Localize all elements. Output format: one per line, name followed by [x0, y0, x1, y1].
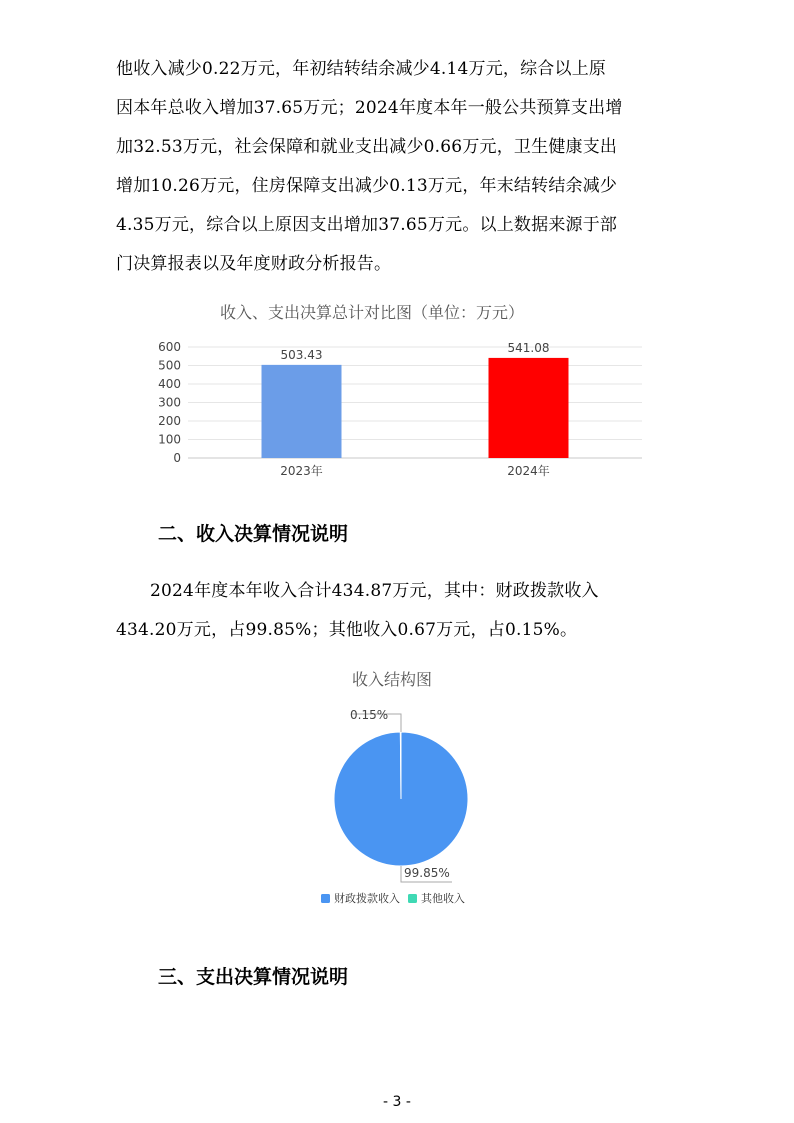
y-tick-label: 200	[158, 414, 181, 428]
text-line: 增加10.26万元，住房保障支出减少0.13万元，年末结转结余减少	[116, 176, 618, 196]
text-line: 他收入减少0.22万元，年初结转结余减少4.14万元，综合以上原	[116, 59, 607, 79]
pie-chart	[0, 690, 794, 920]
bar-chart-title: 收入、支出决算总计对比图（单位：万元）	[220, 303, 525, 322]
y-tick-label: 0	[173, 451, 181, 465]
bar-chart	[0, 330, 794, 510]
bar-value-label: 541.08	[507, 340, 550, 355]
bar-value-label: 503.43	[280, 347, 323, 362]
x-tick-label: 2023年	[280, 464, 323, 478]
y-tick-label: 500	[158, 358, 181, 373]
text-line: 门决算报表以及年度财政分析报告。	[116, 254, 392, 274]
pie-slice	[400, 732, 401, 799]
x-tick-label: 2024年	[507, 464, 550, 478]
text-line: 434.20万元，占99.85%；其他收入0.67万元，占0.15%。	[116, 620, 578, 640]
pie-value-label: 0.15%	[350, 708, 389, 722]
y-tick-label: 100	[158, 432, 181, 447]
text-line: 2024年度本年收入合计434.87万元，其中：财政拨款收入	[150, 581, 599, 601]
section-heading-income: 二、收入决算情况说明	[158, 523, 349, 545]
bar	[262, 365, 342, 458]
y-tick-label: 600	[158, 340, 181, 354]
paragraph-income-expense-summary	[116, 50, 686, 284]
bar	[489, 358, 569, 458]
text-line: 因本年总收入增加37.65万元；2024年度本年一般公共预算支出增	[116, 98, 623, 118]
y-tick-label: 400	[158, 377, 181, 391]
text-line: 加32.53万元，社会保障和就业支出减少0.66万元，卫生健康支出	[116, 137, 618, 157]
section-heading-expense: 三、支出决算情况说明	[158, 966, 349, 988]
text-line: 4.35万元，综合以上原因支出增加37.65万元。以上数据来源于部	[116, 215, 618, 235]
pie-chart-title: 收入结构图	[352, 670, 433, 689]
y-tick-label: 300	[158, 395, 181, 410]
legend-label: 其他收入	[421, 892, 465, 905]
legend-swatch	[321, 894, 330, 903]
pie-value-label: 99.85%	[404, 866, 450, 880]
paragraph-income-structure	[116, 572, 686, 650]
page-number: - 3 -	[383, 1094, 411, 1110]
legend-swatch	[408, 894, 417, 903]
legend-label: 财政拨款收入	[334, 892, 400, 905]
